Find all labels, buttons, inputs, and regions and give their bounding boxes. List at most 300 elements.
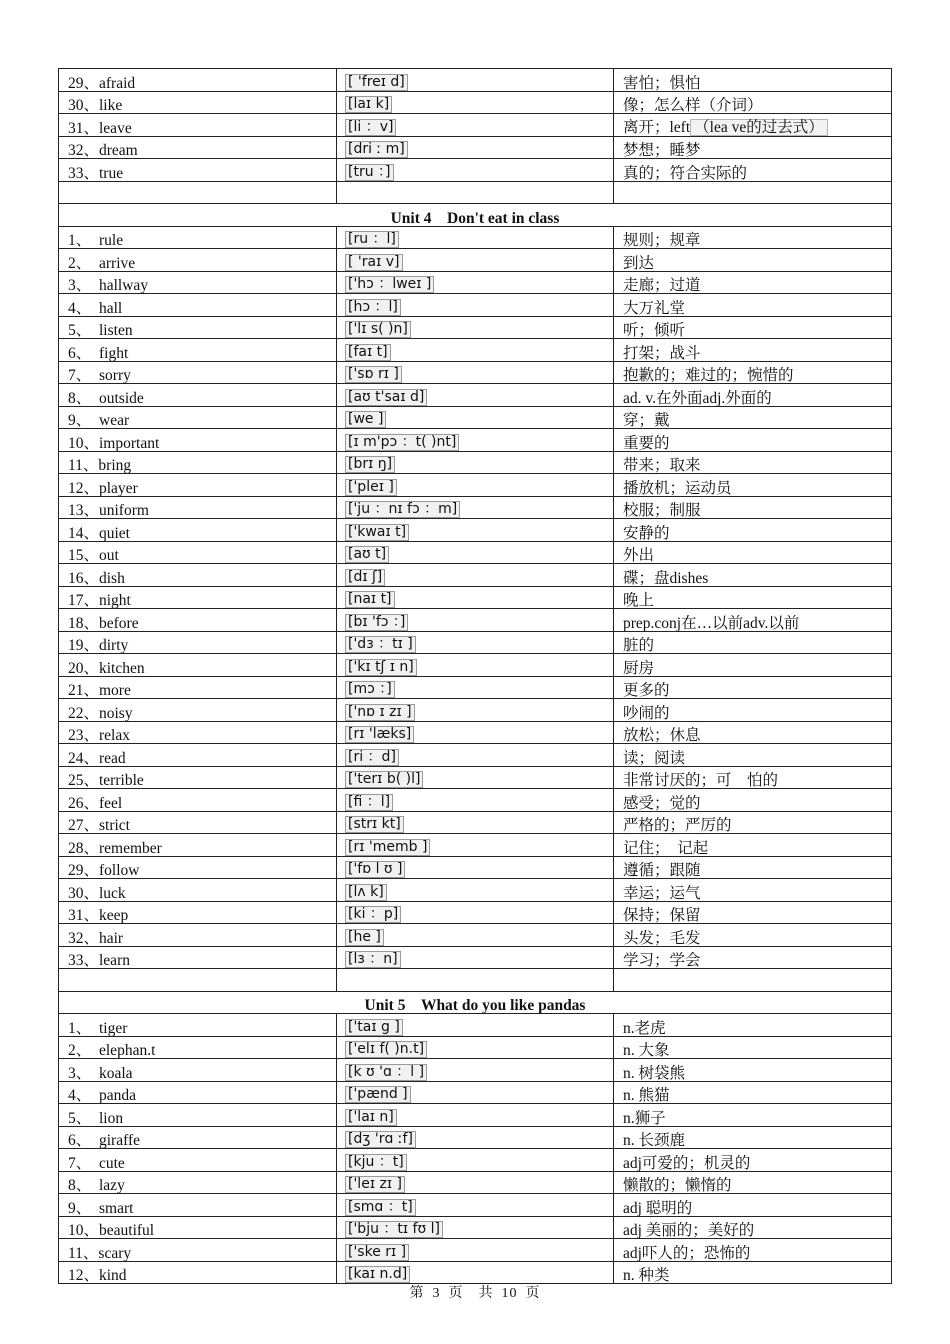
word-cell: 7、 cute	[59, 1149, 337, 1172]
word-cell: 15、out	[59, 541, 337, 564]
meaning-cell	[614, 676, 892, 699]
phonetic-text: [dʒ 'rɑ ːf]	[345, 1131, 416, 1148]
meaning-cell	[614, 496, 892, 519]
phonetic-text: [smɑ ：t]	[345, 1199, 416, 1216]
meaning-cell	[614, 721, 892, 744]
meaning-cell	[614, 1216, 892, 1239]
meaning-text: 大万礼堂	[623, 299, 686, 316]
meaning-text: adj 聪明的	[623, 1199, 693, 1216]
meaning-text: 走廊；过道	[623, 277, 701, 294]
phonetic-cell	[337, 946, 614, 969]
blank-row	[59, 181, 892, 204]
blank-cell	[337, 969, 614, 992]
vocab-row	[59, 69, 892, 92]
footer-page-number: 3	[432, 1286, 441, 1301]
phonetic-text: ['nɒ ɪ zɪ ]	[345, 704, 415, 721]
meaning-text: 吵闹的	[623, 704, 670, 721]
phonetic-cell	[337, 249, 614, 272]
word-cell: 32、dream	[59, 136, 337, 159]
meaning-cell	[614, 249, 892, 272]
meaning-text: n. 长颈鹿	[623, 1132, 686, 1149]
phonetic-text: [li ：v]	[345, 119, 396, 136]
word-cell: 12、player	[59, 474, 337, 497]
meaning-text: n.狮子	[623, 1109, 666, 1126]
meaning-text: 穿；戴	[623, 412, 670, 429]
phonetic-cell	[337, 901, 614, 924]
blank-cell	[337, 181, 614, 204]
phonetic-text: ['bju ：tɪ fʊ l]	[345, 1221, 443, 1238]
vocabulary-table	[58, 68, 892, 1284]
vocab-row	[59, 1104, 892, 1127]
phonetic-text: [ri ：d]	[345, 749, 399, 766]
phonetic-text: ['leɪ zɪ ]	[345, 1176, 405, 1193]
vocab-row	[59, 384, 892, 407]
word-cell: 5、 lion	[59, 1104, 337, 1127]
meaning-cell	[614, 541, 892, 564]
meaning-cell	[614, 744, 892, 767]
meaning-cell	[614, 429, 892, 452]
meaning-text: 厨房	[623, 659, 655, 676]
word-cell: 1、 rule	[59, 226, 337, 249]
word-cell: 32、hair	[59, 924, 337, 947]
meaning-text: 幸运；运气	[623, 884, 701, 901]
vocab-row	[59, 91, 892, 114]
phonetic-cell	[337, 766, 614, 789]
word-cell: 3、 hallway	[59, 271, 337, 294]
vocab-row	[59, 1171, 892, 1194]
vocab-row	[59, 654, 892, 677]
phonetic-cell	[337, 811, 614, 834]
meaning-cell	[614, 654, 892, 677]
phonetic-text: [fi ：l]	[345, 794, 393, 811]
unit4-title-row	[59, 204, 892, 227]
meaning-cell	[614, 834, 892, 857]
meaning-text: 校服；制服	[623, 502, 701, 519]
word-cell: 31、keep	[59, 901, 337, 924]
page-footer	[0, 1282, 950, 1302]
phonetic-cell	[337, 744, 614, 767]
phonetic-cell	[337, 69, 614, 92]
blank-cell	[614, 969, 892, 992]
vocab-row	[59, 1239, 892, 1262]
phonetic-cell	[337, 114, 614, 137]
meaning-text: adj吓人的；恐怖的	[623, 1244, 751, 1261]
phonetic-cell	[337, 1059, 614, 1082]
phonetic-text: ['ju ：nɪ fɔ ：m]	[345, 501, 460, 518]
phonetic-cell	[337, 294, 614, 317]
phonetic-cell	[337, 924, 614, 947]
meaning-cell	[614, 384, 892, 407]
word-cell: 31、leave	[59, 114, 337, 137]
meaning-cell	[614, 294, 892, 317]
meaning-cell	[614, 339, 892, 362]
word-cell: 17、night	[59, 586, 337, 609]
blank-row	[59, 969, 892, 992]
vocab-row	[59, 699, 892, 722]
word-cell: 19、dirty	[59, 631, 337, 654]
meaning-note: （lea ve的过去式）	[690, 119, 828, 136]
unit5-title: Unit 5 What do you like pandas	[59, 991, 892, 1014]
phonetic-text: [we ]	[345, 411, 386, 428]
phonetic-text: [lʌ k]	[345, 884, 387, 901]
phonetic-text: [ 'raɪ v]	[345, 254, 403, 271]
meaning-cell	[614, 1014, 892, 1037]
meaning-text: 记住； 记起	[623, 839, 709, 856]
phonetic-cell	[337, 856, 614, 879]
word-cell: 6、 giraffe	[59, 1126, 337, 1149]
word-cell: 16、dish	[59, 564, 337, 587]
word-cell: 29、afraid	[59, 69, 337, 92]
phonetic-text: [faɪ t]	[345, 344, 391, 361]
meaning-text: 碟；盘dishes	[623, 569, 709, 586]
vocab-row	[59, 609, 892, 632]
phonetic-text: [ru ：l]	[345, 231, 399, 248]
vocab-row	[59, 1059, 892, 1082]
phonetic-text: ['kwaɪ t]	[345, 524, 409, 541]
meaning-text: 外出	[623, 547, 655, 564]
meaning-cell	[614, 136, 892, 159]
phonetic-text: [rɪ 'memb ]	[345, 839, 430, 856]
vocab-row	[59, 136, 892, 159]
vocab-row	[59, 429, 892, 452]
meaning-text: 安静的	[623, 524, 670, 541]
meaning-cell	[614, 564, 892, 587]
phonetic-text: ['sɒ rɪ ]	[345, 366, 402, 383]
meaning-cell	[614, 1194, 892, 1217]
phonetic-text: [hɔ ：l]	[345, 299, 401, 316]
meaning-cell	[614, 946, 892, 969]
meaning-cell	[614, 924, 892, 947]
word-cell: 1、 tiger	[59, 1014, 337, 1037]
meaning-text: 重要的	[623, 434, 670, 451]
meaning-text: n.老虎	[623, 1019, 666, 1036]
meaning-cell	[614, 1126, 892, 1149]
phonetic-cell	[337, 429, 614, 452]
meaning-text: n. 大象	[623, 1042, 670, 1059]
word-cell: 24、read	[59, 744, 337, 767]
word-cell: 9、 wear	[59, 406, 337, 429]
word-cell: 7、 sorry	[59, 361, 337, 384]
meaning-text: 抱歉的；难过的；惋惜的	[623, 367, 794, 384]
vocab-row	[59, 271, 892, 294]
word-cell: 14、quiet	[59, 519, 337, 542]
phonetic-text: [ki ：p]	[345, 906, 401, 923]
word-cell: 4、 panda	[59, 1081, 337, 1104]
word-cell: 11、bring	[59, 451, 337, 474]
meaning-cell	[614, 766, 892, 789]
meaning-cell	[614, 811, 892, 834]
vocab-row	[59, 519, 892, 542]
vocab-row	[59, 744, 892, 767]
vocab-row	[59, 159, 892, 182]
meaning-text: 听；倾听	[623, 322, 686, 339]
vocab-row	[59, 834, 892, 857]
phonetic-cell	[337, 834, 614, 857]
phonetic-cell	[337, 1194, 614, 1217]
footer-suffix: 页	[525, 1286, 541, 1301]
meaning-cell	[614, 789, 892, 812]
meaning-cell	[614, 1149, 892, 1172]
phonetic-text: ['ske rɪ ]	[345, 1244, 409, 1261]
phonetic-cell	[337, 564, 614, 587]
phonetic-text: [kju ：t]	[345, 1154, 407, 1171]
unit5-title-row	[59, 991, 892, 1014]
phonetic-text: [ 'freɪ d]	[345, 74, 408, 91]
meaning-text: n. 种类	[623, 1267, 670, 1284]
phonetic-cell	[337, 91, 614, 114]
phonetic-text: ['taɪ g ]	[345, 1019, 403, 1036]
meaning-cell	[614, 609, 892, 632]
meaning-cell	[614, 699, 892, 722]
meaning-cell	[614, 631, 892, 654]
vocab-row	[59, 924, 892, 947]
phonetic-cell	[337, 1014, 614, 1037]
meaning-cell	[614, 1239, 892, 1262]
footer-prefix: 第	[409, 1286, 425, 1301]
meaning-text: adj可爱的；机灵的	[623, 1154, 751, 1171]
phonetic-text: [lɜ ：n]	[345, 951, 401, 968]
meaning-cell	[614, 361, 892, 384]
phonetic-cell	[337, 339, 614, 362]
phonetic-cell	[337, 1216, 614, 1239]
unit4-title: Unit 4 Don't eat in class	[59, 204, 892, 227]
phonetic-text: [laɪ k]	[345, 96, 392, 113]
word-cell: 18、before	[59, 609, 337, 632]
phonetic-cell	[337, 609, 614, 632]
word-cell: 2、 arrive	[59, 249, 337, 272]
meaning-text: 播放机；运动员	[623, 479, 732, 496]
vocab-row	[59, 249, 892, 272]
vocab-row	[59, 339, 892, 362]
vocab-row	[59, 586, 892, 609]
phonetic-text: [mɔ ：]	[345, 681, 395, 698]
meaning-cell	[614, 316, 892, 339]
vocab-row	[59, 631, 892, 654]
phonetic-text: ['hɔ ：lweɪ ]	[345, 276, 434, 293]
meaning-cell	[614, 69, 892, 92]
phonetic-text: [he ]	[345, 929, 384, 946]
phonetic-cell	[337, 541, 614, 564]
phonetic-cell	[337, 789, 614, 812]
meaning-cell	[614, 226, 892, 249]
phonetic-text: ['terɪ b( )l]	[345, 771, 423, 788]
meaning-cell	[614, 406, 892, 429]
meaning-text: prep.conj在…以前adv.以前	[623, 614, 800, 631]
meaning-text: 离开；left	[623, 118, 691, 136]
phonetic-cell	[337, 519, 614, 542]
meaning-cell	[614, 1171, 892, 1194]
word-cell: 33、true	[59, 159, 337, 182]
blank-cell	[614, 181, 892, 204]
footer-middle: 页 共	[448, 1286, 494, 1301]
vocab-row	[59, 1149, 892, 1172]
meaning-cell	[614, 586, 892, 609]
word-cell: 10、important	[59, 429, 337, 452]
vocab-row	[59, 316, 892, 339]
meaning-text: 害怕；惧怕	[623, 74, 701, 91]
phonetic-cell	[337, 451, 614, 474]
word-cell: 11、scary	[59, 1239, 337, 1262]
meaning-text: 遵循；跟随	[623, 862, 701, 879]
phonetic-cell	[337, 631, 614, 654]
meaning-cell	[614, 1261, 892, 1284]
phonetic-text: ['kɪ tʃ ɪ n]	[345, 659, 417, 676]
word-cell: 12、kind	[59, 1261, 337, 1284]
phonetic-cell	[337, 721, 614, 744]
word-cell: 2、 elephan.t	[59, 1036, 337, 1059]
vocab-row	[59, 1126, 892, 1149]
meaning-text: 到达	[623, 254, 655, 271]
meaning-text: n. 熊猫	[623, 1087, 670, 1104]
phonetic-cell	[337, 1104, 614, 1127]
vocab-row	[59, 879, 892, 902]
phonetic-text: ['lɪ s( )n]	[345, 321, 411, 338]
phonetic-cell	[337, 316, 614, 339]
word-cell: 9、 smart	[59, 1194, 337, 1217]
meaning-text: 头发；毛发	[623, 929, 701, 946]
meaning-cell	[614, 1104, 892, 1127]
meaning-text: 非常讨厌的；可 怕的	[623, 772, 779, 789]
phonetic-text: ['pleɪ ]	[345, 479, 397, 496]
meaning-text: 感受；觉的	[623, 794, 701, 811]
phonetic-text: [dɪ ʃ]	[345, 569, 385, 586]
word-cell: 27、strict	[59, 811, 337, 834]
word-cell: 29、follow	[59, 856, 337, 879]
phonetic-cell	[337, 406, 614, 429]
phonetic-cell	[337, 676, 614, 699]
phonetic-text: [naɪ t]	[345, 591, 395, 608]
vocab-row	[59, 789, 892, 812]
phonetic-cell	[337, 1081, 614, 1104]
vocab-row	[59, 676, 892, 699]
vocab-row	[59, 1216, 892, 1239]
vocab-row	[59, 114, 892, 137]
vocab-row	[59, 946, 892, 969]
word-cell: 13、uniform	[59, 496, 337, 519]
meaning-text: 读；阅读	[623, 749, 686, 766]
vocab-row	[59, 1036, 892, 1059]
vocab-row	[59, 1014, 892, 1037]
meaning-cell	[614, 159, 892, 182]
phonetic-text: [strɪ kt]	[345, 816, 404, 833]
phonetic-text: [aʊ t]	[345, 546, 389, 563]
phonetic-cell	[337, 361, 614, 384]
phonetic-text: ['fɒ l ʊ ]	[345, 861, 405, 878]
vocab-row	[59, 811, 892, 834]
meaning-cell	[614, 901, 892, 924]
phonetic-text: ['pænd ]	[345, 1086, 411, 1103]
vocabulary-table-body	[59, 69, 892, 1284]
word-cell: 3、 koala	[59, 1059, 337, 1082]
word-cell: 22、noisy	[59, 699, 337, 722]
vocab-row	[59, 564, 892, 587]
phonetic-text: [ɪ m'pɔ ：t( )nt]	[345, 434, 459, 451]
phonetic-text: [rɪ 'læks]	[345, 726, 414, 743]
phonetic-cell	[337, 699, 614, 722]
phonetic-cell	[337, 1126, 614, 1149]
meaning-text: 严格的；严厉的	[623, 817, 732, 834]
phonetic-cell	[337, 879, 614, 902]
meaning-cell	[614, 271, 892, 294]
phonetic-text: [dri ː m]	[345, 141, 408, 158]
word-cell: 28、remember	[59, 834, 337, 857]
word-cell: 21、more	[59, 676, 337, 699]
phonetic-cell	[337, 384, 614, 407]
meaning-text: 懒散的；懒惰的	[623, 1177, 732, 1194]
word-cell: 6、 fight	[59, 339, 337, 362]
phonetic-text: [bɪ 'fɔ ：]	[345, 614, 408, 631]
word-cell: 30、like	[59, 91, 337, 114]
word-cell: 26、feel	[59, 789, 337, 812]
meaning-text: 保持；保留	[623, 907, 701, 924]
vocab-row	[59, 496, 892, 519]
meaning-cell	[614, 856, 892, 879]
word-cell: 8、 lazy	[59, 1171, 337, 1194]
phonetic-text: [k ʊ 'ɑ ：l ]	[345, 1064, 427, 1081]
phonetic-cell	[337, 1239, 614, 1262]
word-cell: 8、 outside	[59, 384, 337, 407]
phonetic-text: ['laɪ n]	[345, 1109, 397, 1126]
phonetic-cell	[337, 654, 614, 677]
blank-cell	[59, 181, 337, 204]
phonetic-text: [aʊ t'saɪ d]	[345, 389, 427, 406]
phonetic-text: ['elɪ f( )n.t]	[345, 1041, 427, 1058]
vocab-row	[59, 294, 892, 317]
vocab-row	[59, 226, 892, 249]
footer-total-pages: 10	[501, 1286, 518, 1301]
phonetic-text: [kaɪ n.d]	[345, 1266, 410, 1283]
meaning-cell	[614, 879, 892, 902]
phonetic-cell	[337, 1149, 614, 1172]
meaning-text: 晚上	[623, 592, 655, 609]
phonetic-text: [tru ：]	[345, 164, 394, 181]
meaning-text: ad. v.在外面adj.外面的	[623, 389, 772, 406]
meaning-text: 放松；休息	[623, 727, 701, 744]
meaning-text: 更多的	[623, 682, 670, 699]
vocab-row	[59, 766, 892, 789]
meaning-text: 规则；规章	[623, 232, 701, 249]
word-cell: 30、luck	[59, 879, 337, 902]
phonetic-cell	[337, 226, 614, 249]
phonetic-cell	[337, 586, 614, 609]
phonetic-cell	[337, 136, 614, 159]
meaning-text: n. 树袋熊	[623, 1064, 686, 1081]
meaning-cell	[614, 474, 892, 497]
vocab-row	[59, 1081, 892, 1104]
phonetic-cell	[337, 1171, 614, 1194]
meaning-text: 脏的	[623, 637, 655, 654]
vocab-row	[59, 1194, 892, 1217]
phonetic-cell	[337, 159, 614, 182]
meaning-text: 打架；战斗	[623, 344, 701, 361]
phonetic-cell	[337, 1261, 614, 1284]
meaning-text: 真的；符合实际的	[623, 164, 748, 181]
vocab-row	[59, 361, 892, 384]
vocab-row	[59, 541, 892, 564]
meaning-cell	[614, 1059, 892, 1082]
word-cell: 25、terrible	[59, 766, 337, 789]
vocab-row	[59, 856, 892, 879]
meaning-cell	[614, 451, 892, 474]
word-cell: 4、 hall	[59, 294, 337, 317]
phonetic-text: [brɪ ŋ]	[345, 456, 395, 473]
word-cell: 23、relax	[59, 721, 337, 744]
meaning-cell	[614, 1036, 892, 1059]
blank-cell	[59, 969, 337, 992]
phonetic-cell	[337, 474, 614, 497]
word-cell: 20、kitchen	[59, 654, 337, 677]
vocab-row	[59, 474, 892, 497]
